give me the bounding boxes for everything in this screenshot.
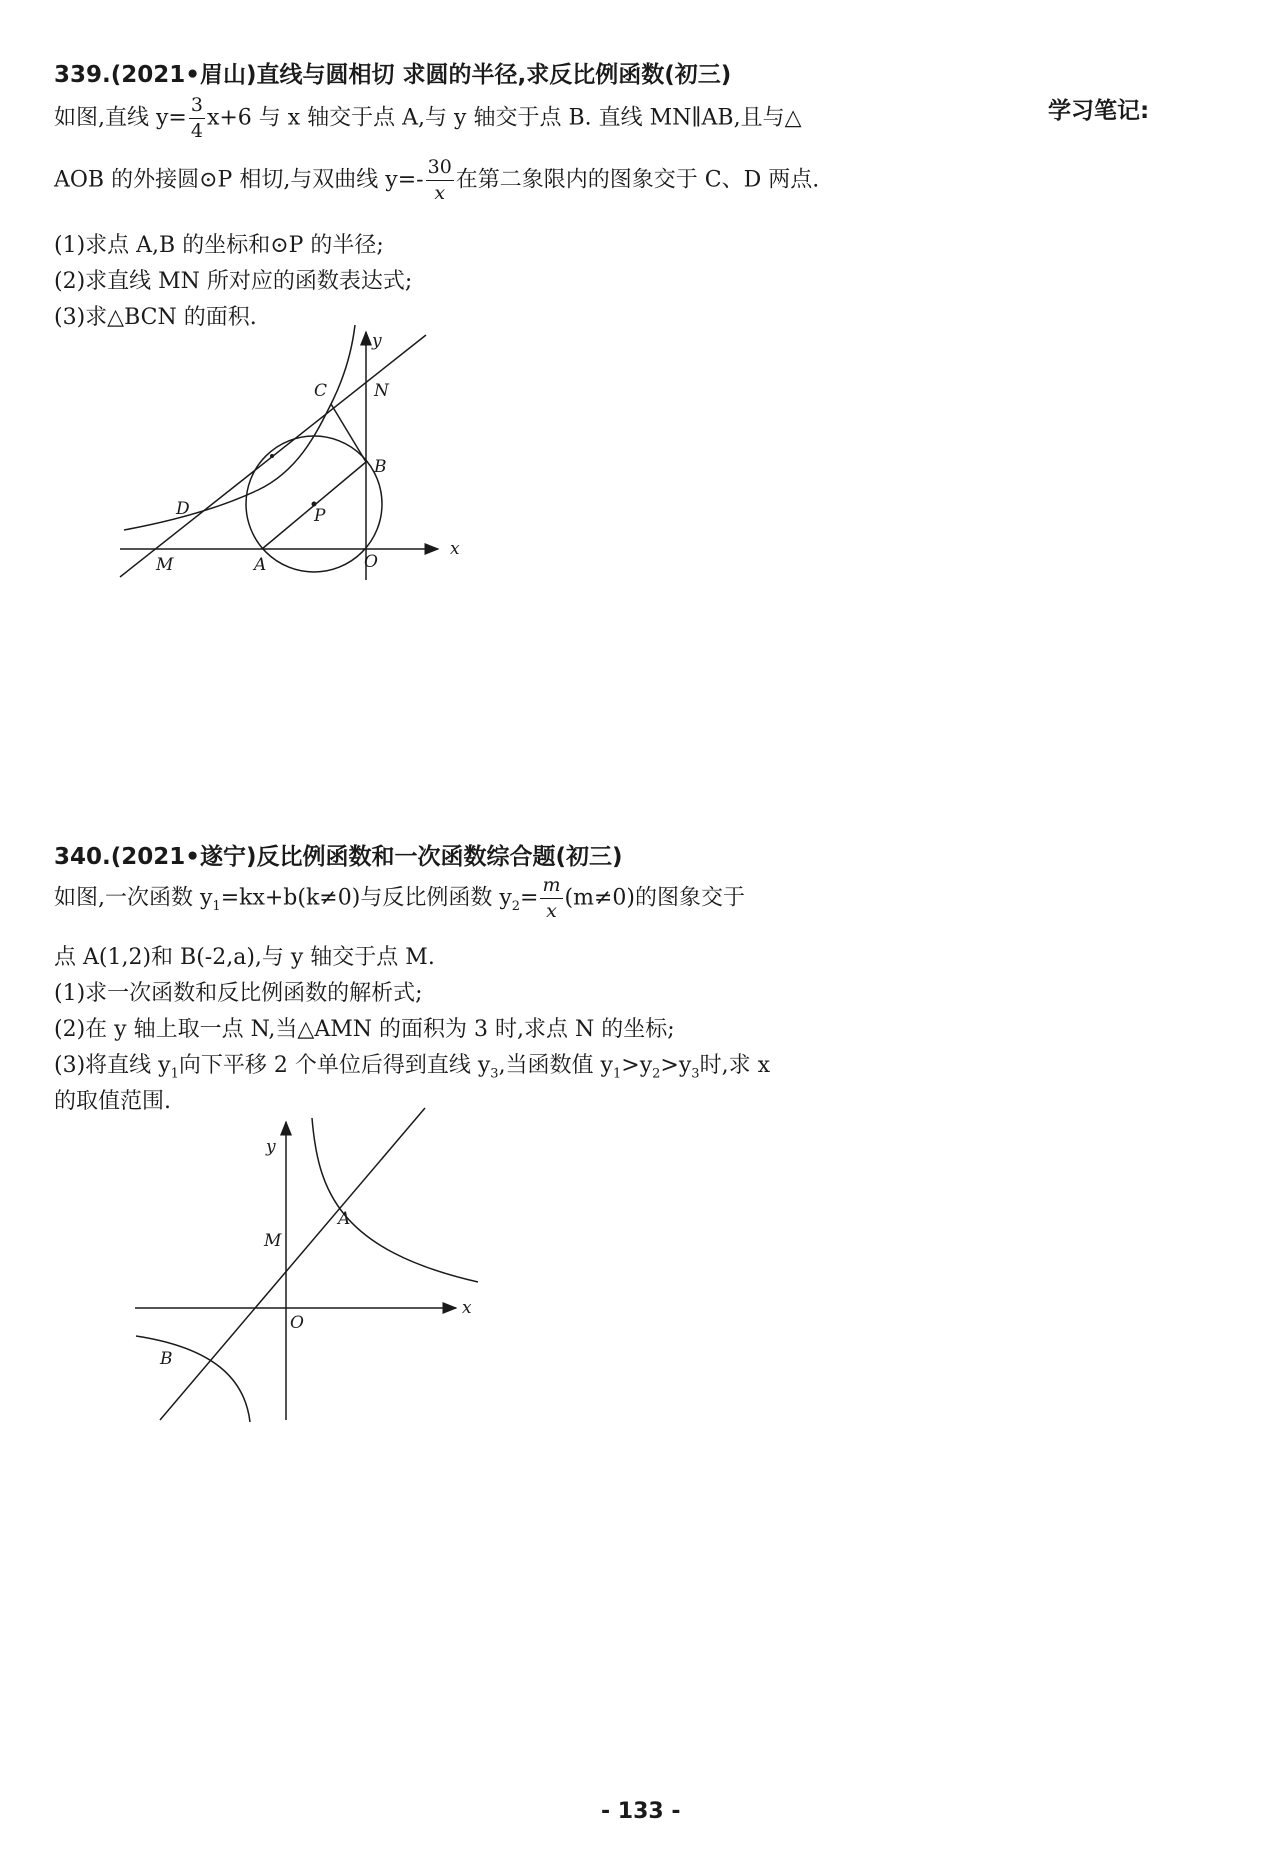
frac-den: x bbox=[434, 182, 446, 204]
label-P: P bbox=[314, 506, 326, 526]
page-number: - 133 - bbox=[601, 1799, 681, 1824]
q3-text-f: 时,求 x bbox=[699, 1053, 770, 1078]
figure-340 bbox=[0, 1100, 1280, 1440]
p339-question-1: (1)求点 A,B 的坐标和⊙P 的半径; bbox=[54, 233, 384, 258]
label-x: x bbox=[450, 539, 460, 559]
p339-question-2: (2)求直线 MN 所对应的函数表达式; bbox=[54, 269, 413, 294]
label-y: y bbox=[266, 1137, 276, 1157]
q3-text-e: >y bbox=[660, 1053, 692, 1078]
label-O: O bbox=[364, 552, 378, 572]
p340-question-1: (1)求一次函数和反比例函数的解析式; bbox=[54, 981, 423, 1006]
subscript: 1 bbox=[212, 898, 221, 914]
p339-text-2a: AOB 的外接圆⊙P 相切,与双曲线 y=- bbox=[54, 167, 424, 193]
problem-340-line-1 bbox=[54, 876, 745, 921]
p340-text-1a: 如图,一次函数 y bbox=[54, 885, 213, 911]
subscript: 3 bbox=[490, 1066, 499, 1082]
label-D: D bbox=[176, 499, 190, 519]
problem-339-title: 339.(2021•眉山)直线与圆相切 求圆的半径,求反比例函数(初三) bbox=[54, 62, 732, 88]
q3-text-a: (3)将直线 y bbox=[54, 1053, 171, 1078]
label-C: C bbox=[314, 381, 328, 401]
fraction-m-over-x bbox=[540, 876, 562, 921]
subscript: 1 bbox=[170, 1066, 179, 1082]
p340-text-1b: =kx+b(k≠0)与反比例函数 y bbox=[220, 885, 512, 911]
label-x: x bbox=[462, 1298, 472, 1318]
subscript: 2 bbox=[511, 898, 521, 914]
p340-text-1c: = bbox=[520, 885, 539, 911]
frac-num: 30 bbox=[426, 158, 454, 181]
p340-question-2: (2)在 y 轴上取一点 N,当△AMN 的面积为 3 时,求点 N 的坐标; bbox=[54, 1017, 675, 1042]
q3-text-d: >y bbox=[621, 1053, 653, 1078]
tangent-point-dot bbox=[270, 454, 274, 458]
p340-text-1d: (m≠0)的图象交于 bbox=[564, 885, 745, 911]
p340-question-3-line-2: 的取值范围. bbox=[54, 1089, 171, 1114]
frac-num: m bbox=[540, 876, 562, 899]
frac-den: 4 bbox=[190, 120, 203, 142]
q3-text-b: 向下平移 2 个单位后得到直线 y bbox=[178, 1053, 491, 1078]
p339-text-2b: 在第二象限内的图象交于 C、D 两点. bbox=[455, 167, 820, 193]
p339-question-3: (3)求△BCN 的面积. bbox=[54, 305, 257, 330]
frac-num: 3 bbox=[189, 96, 205, 119]
q3-text-c: ,当函数值 y bbox=[498, 1053, 613, 1078]
label-A: A bbox=[254, 555, 267, 575]
subscript: 1 bbox=[612, 1066, 622, 1082]
subscript: 3 bbox=[691, 1066, 700, 1082]
label-M: M bbox=[156, 555, 174, 575]
figure-339 bbox=[0, 0, 1280, 640]
p339-text-1a: 如图,直线 y= bbox=[54, 105, 187, 131]
label-A: A bbox=[338, 1209, 351, 1229]
label-N: N bbox=[374, 381, 389, 401]
label-B: B bbox=[160, 1349, 173, 1369]
label-O: O bbox=[290, 1313, 304, 1333]
frac-den: x bbox=[546, 900, 557, 922]
label-y: y bbox=[372, 331, 382, 351]
segment-CB bbox=[331, 404, 366, 462]
problem-340-title: 340.(2021•遂宁)反比例函数和一次函数综合题(初三) bbox=[54, 844, 623, 870]
p340-question-3 bbox=[54, 1048, 770, 1081]
label-B: B bbox=[374, 457, 387, 477]
study-notes-label: 学习笔记: bbox=[1048, 98, 1150, 124]
subscript: 2 bbox=[652, 1066, 661, 1082]
line-y1 bbox=[160, 1108, 425, 1420]
hyperbola-q3 bbox=[136, 1336, 250, 1422]
p340-line-2: 点 A(1,2)和 B(-2,a),与 y 轴交于点 M. bbox=[54, 945, 435, 970]
label-M: M bbox=[264, 1231, 282, 1251]
p339-text-1b: x+6 与 x 轴交于点 A,与 y 轴交于点 B. 直线 MN∥AB,且与△ bbox=[206, 105, 802, 131]
